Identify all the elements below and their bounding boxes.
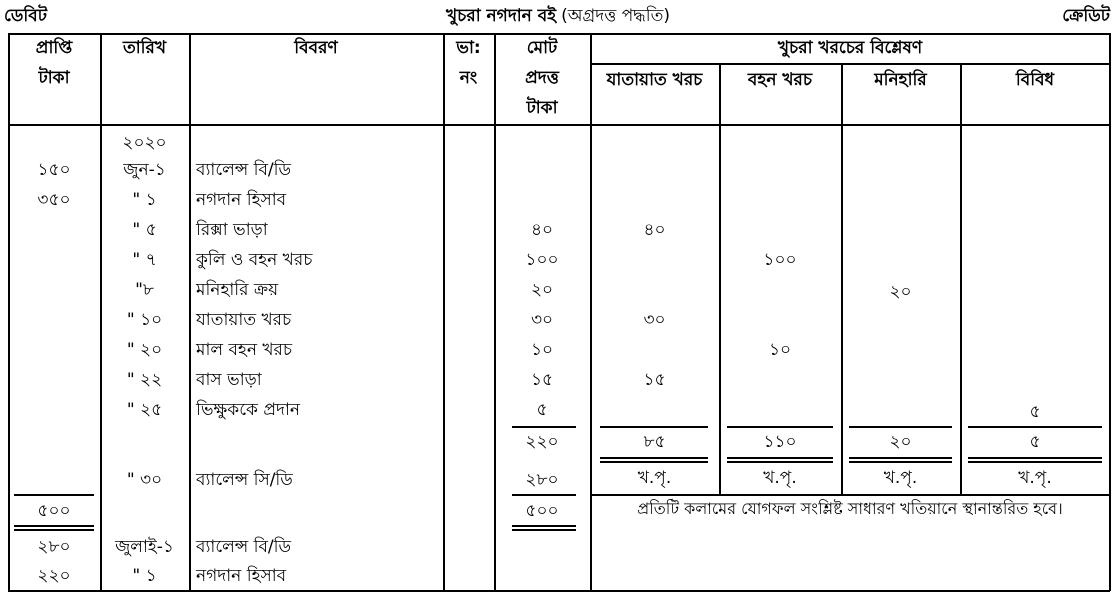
total-line <box>512 494 576 496</box>
balance-cd-total: ২৮০ <box>525 470 559 490</box>
row-total: ১০০ <box>525 250 559 270</box>
total-sum: ২২০ <box>525 432 559 452</box>
grand-receipt: ৫০০ <box>37 501 71 521</box>
row-date: " ২৫ <box>126 400 163 420</box>
col-border <box>189 33 191 591</box>
july-receipt: ২৮০ <box>37 537 71 557</box>
row-stationery: ২০ <box>889 282 912 302</box>
title-text: খুচরা নগদান বই <box>446 6 557 26</box>
row-date: " ১ <box>132 190 157 210</box>
subtitle-text: (অগ্রদত্ত পদ্ধতি) <box>561 6 670 26</box>
page-title <box>0 6 1116 26</box>
double-line <box>600 461 708 463</box>
double-line <box>600 457 708 459</box>
july-date: " ১ <box>132 566 157 586</box>
sum-line <box>600 426 708 428</box>
date-header: তারিখ <box>122 38 167 58</box>
transfer-note: প্রতিটি কলামের যোগফল সংশ্লিষ্ট সাধারণ খতিয়ানে স্থানান্তরিত হবে। <box>637 499 1063 518</box>
travel-sum: ৮৫ <box>643 432 666 452</box>
col-border <box>841 63 843 495</box>
voucher-header-1: ভা: <box>456 38 481 58</box>
row-total: ৫ <box>536 400 548 420</box>
folio-misc: খ.পৃ. <box>1018 468 1052 488</box>
row-total: ২০ <box>530 280 554 300</box>
row-desc: বাস ভাড়া <box>196 370 262 390</box>
row-desc: নগদান হিসাব <box>196 190 287 210</box>
row-total: ৪০ <box>530 220 554 240</box>
stationery-sum: ২০ <box>889 432 912 452</box>
row-date: "৮ <box>135 280 154 300</box>
travel-header: যাতায়াত খরচ <box>606 70 703 90</box>
header-bottom-border <box>8 124 1110 126</box>
misc-header: বিবিধ <box>1015 70 1055 90</box>
double-line <box>968 461 1102 463</box>
double-line <box>512 525 576 527</box>
double-line <box>849 457 952 459</box>
july-date: জুলাই-১ <box>115 537 174 557</box>
row-date: জুন-১ <box>123 160 166 180</box>
july-receipt: ২২০ <box>37 566 71 586</box>
row-travel: ৩০ <box>643 310 666 330</box>
row-date: " ১০ <box>126 310 163 330</box>
row-misc: ৫ <box>1029 402 1041 422</box>
row-travel: ৪০ <box>643 220 666 240</box>
sum-line <box>512 426 576 428</box>
row-receipt: ১৫০ <box>37 160 71 180</box>
sum-line <box>968 426 1102 428</box>
row-desc: যাতায়াত খরচ <box>196 310 292 330</box>
double-line <box>14 525 94 527</box>
row-total: ১০ <box>530 340 554 360</box>
debit-label: ডেবিট <box>4 6 47 26</box>
balance-cd-date: " ৩০ <box>126 470 163 490</box>
analysis-header-divider <box>590 63 1110 65</box>
sum-line <box>849 426 952 428</box>
double-line <box>14 529 94 531</box>
analysis-header: খুচরা খরচের বিশ্লেষণ <box>777 38 923 58</box>
row-desc: ব্যালেন্স বি/ডি <box>196 160 292 180</box>
row-total: ৩০ <box>530 310 554 330</box>
folio-stationery: খ.পৃ. <box>883 468 918 488</box>
col-border <box>1109 33 1111 591</box>
folio-travel: খ.পৃ. <box>637 468 672 488</box>
row-date: " ৫ <box>132 220 157 240</box>
row-desc: রিক্সা ভাড়া <box>196 220 268 240</box>
receipt-header-1: প্রাপ্তি <box>35 38 73 58</box>
credit-label: ক্রেডিট <box>1062 6 1110 26</box>
table-top-border <box>8 33 1110 35</box>
row-carriage: ১০০ <box>763 250 797 270</box>
total-header-2: প্রদত্ত <box>525 68 559 88</box>
row-desc: কুলি ও বহন খরচ <box>196 250 313 270</box>
row-date: " ২২ <box>126 370 163 390</box>
row-date: " ২০ <box>126 340 163 360</box>
total-header-1: মোট <box>526 38 558 58</box>
row-date: " ৭ <box>132 250 157 270</box>
receipt-header-2: টাকা <box>38 68 70 88</box>
sum-line <box>727 426 833 428</box>
double-line <box>512 529 576 531</box>
folio-carriage: খ.পৃ. <box>763 468 797 488</box>
row-receipt: ৩৫০ <box>37 190 71 210</box>
receipt-total-line <box>14 494 94 496</box>
double-line <box>727 461 833 463</box>
grand-total: ৫০০ <box>525 501 559 521</box>
table-bottom-border <box>8 590 1110 592</box>
col-border <box>960 63 962 495</box>
row-desc: ভিক্ষুককে প্রদান <box>196 400 301 420</box>
particulars-header: বিবরণ <box>294 38 338 58</box>
row-total: ১৫ <box>530 370 554 390</box>
july-desc: ব্যালেন্স বি/ডি <box>196 537 292 557</box>
carriage-header: বহন খরচ <box>747 70 813 90</box>
carriage-sum: ১১০ <box>763 432 797 452</box>
july-desc: নগদান হিসাব <box>196 566 287 586</box>
double-line <box>968 457 1102 459</box>
misc-sum: ৫ <box>1029 432 1041 452</box>
year-label: ২০২০ <box>122 133 167 153</box>
double-line <box>727 457 833 459</box>
stationery-header: মনিহারি <box>874 70 927 90</box>
total-header-3: টাকা <box>526 98 558 118</box>
voucher-header-2: নং <box>459 68 478 88</box>
row-desc: মাল বহন খরচ <box>196 340 293 360</box>
row-desc: মনিহারি ক্রয় <box>196 280 279 300</box>
balance-cd-desc: ব্যালেন্স সি/ডি <box>196 470 293 490</box>
row-travel: ১৫ <box>643 370 666 390</box>
row-carriage: ১০ <box>768 340 792 360</box>
col-border <box>443 33 445 591</box>
double-line <box>849 461 952 463</box>
col-border <box>719 63 721 495</box>
